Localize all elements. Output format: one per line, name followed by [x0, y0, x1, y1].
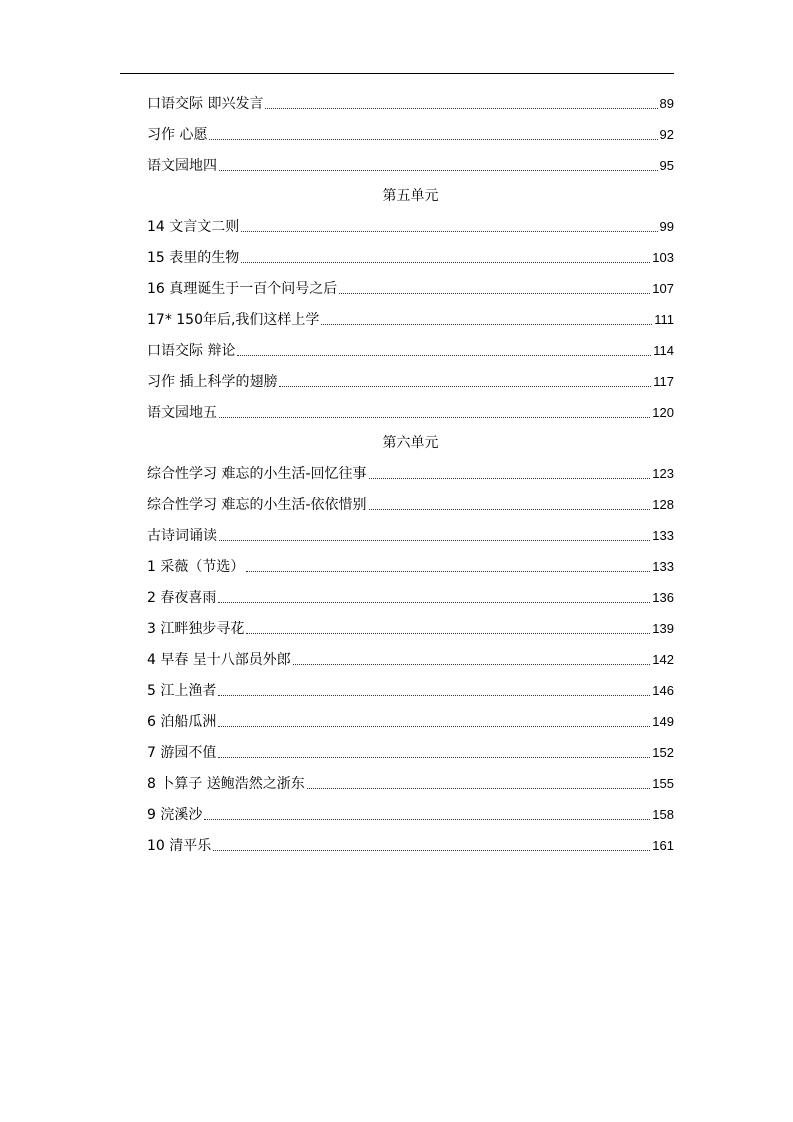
toc-entry-page: 133 [652, 559, 674, 574]
toc-entry[interactable] [147, 452, 674, 483]
toc-entry[interactable] [147, 91, 674, 113]
dot-leader [241, 231, 657, 232]
unit-heading [147, 422, 674, 452]
toc-entry-title: 口语交际 辩论 [147, 343, 236, 359]
toc-entry-title: 15 表里的生物 [147, 250, 240, 266]
toc-entry[interactable] [147, 607, 674, 638]
dot-leader [219, 417, 650, 418]
dot-leader [213, 850, 650, 851]
toc-entry[interactable] [147, 236, 674, 267]
toc-entry[interactable] [147, 762, 674, 793]
toc-entry-page: 103 [652, 250, 674, 265]
unit-heading-title: 第五单元 [382, 188, 439, 204]
toc-entry[interactable] [147, 360, 674, 391]
toc-entry-page: 158 [652, 807, 674, 822]
toc-entry-page: 95 [659, 158, 674, 173]
toc-entry-title: 2 春夜喜雨 [147, 590, 217, 606]
toc-entry-page: 120 [652, 405, 674, 420]
dot-leader [219, 170, 658, 171]
dot-leader [246, 633, 650, 634]
toc-entry[interactable] [147, 514, 674, 545]
toc-entry-title: 1 采薇（节选） [147, 559, 245, 575]
dot-leader [218, 602, 650, 603]
toc-entry-title: 综合性学习 难忘的小生活-回忆往事 [147, 466, 367, 482]
toc-entry-title: 14 文言文二则 [147, 219, 240, 235]
toc-entry-title: 6 泊船瓜洲 [147, 714, 217, 730]
toc-entry-title: 口语交际 即兴发言 [147, 96, 264, 112]
dot-leader [307, 788, 650, 789]
toc-entry-title: 综合性学习 难忘的小生活-依依惜别 [147, 497, 367, 513]
toc-entry-page: 139 [652, 621, 674, 636]
toc-entry-page: 133 [652, 528, 674, 543]
toc-entry-title: 8 卜算子 送鲍浩然之浙东 [147, 776, 305, 792]
toc-entry-title: 17* 150年后,我们这样上学 [147, 312, 320, 328]
toc-entry-page: 107 [652, 281, 674, 296]
dot-leader [279, 386, 651, 387]
dot-leader [218, 695, 650, 696]
toc-entry[interactable] [147, 731, 674, 762]
toc-entry-page: 99 [659, 219, 674, 234]
toc-entry-page: 89 [659, 96, 674, 111]
toc-entry-page: 152 [652, 745, 674, 760]
unit-heading-title: 第六单元 [382, 435, 439, 451]
toc-entry-page: 123 [652, 466, 674, 481]
toc-entry-title: 古诗词诵读 [147, 528, 217, 544]
dot-leader [209, 139, 657, 140]
dot-leader [218, 757, 650, 758]
toc-entry[interactable] [147, 824, 674, 855]
table-of-contents [147, 91, 674, 855]
toc-entry-title: 7 游园不值 [147, 745, 217, 761]
toc-entry[interactable] [147, 267, 674, 298]
dot-leader [293, 664, 650, 665]
toc-entry-title: 10 清平乐 [147, 838, 212, 854]
dot-leader [321, 324, 652, 325]
dot-leader [265, 108, 657, 109]
toc-entry-title: 习作 心愿 [147, 127, 208, 143]
toc-entry[interactable] [147, 113, 674, 144]
toc-entry[interactable] [147, 329, 674, 360]
toc-entry-title: 习作 插上科学的翅膀 [147, 374, 278, 390]
toc-entry-page: 128 [652, 497, 674, 512]
dot-leader [369, 478, 651, 479]
toc-entry[interactable] [147, 483, 674, 514]
dot-leader [219, 540, 650, 541]
toc-entry[interactable] [147, 298, 674, 329]
toc-entry-page: 92 [659, 127, 674, 142]
toc-entry-title: 4 早春 呈十八部员外郎 [147, 652, 291, 668]
toc-entry[interactable] [147, 144, 674, 175]
dot-leader [369, 509, 651, 510]
dot-leader [218, 726, 650, 727]
toc-entry-title: 9 浣溪沙 [147, 807, 203, 823]
toc-entry-page: 117 [653, 374, 674, 389]
header-rule [120, 73, 674, 74]
toc-entry-title: 5 江上渔者 [147, 683, 217, 699]
dot-leader [237, 355, 651, 356]
toc-entry[interactable] [147, 638, 674, 669]
dot-leader [246, 571, 650, 572]
toc-entry-page: 161 [652, 838, 674, 853]
dot-leader [204, 819, 650, 820]
toc-entry-page: 142 [652, 652, 674, 667]
toc-entry-page: 111 [654, 312, 674, 327]
toc-entry-page: 136 [652, 590, 674, 605]
toc-entry[interactable] [147, 545, 674, 576]
toc-entry[interactable] [147, 669, 674, 700]
toc-entry-title: 语文园地四 [147, 158, 217, 174]
toc-entry[interactable] [147, 391, 674, 422]
toc-entry[interactable] [147, 700, 674, 731]
toc-entry[interactable] [147, 793, 674, 824]
toc-entry-page: 114 [653, 343, 674, 358]
dot-leader [339, 293, 650, 294]
toc-entry-title: 16 真理诞生于一百个问号之后 [147, 281, 338, 297]
unit-heading [147, 175, 674, 205]
toc-entry-title: 语文园地五 [147, 405, 217, 421]
toc-entry[interactable] [147, 576, 674, 607]
toc-entry-page: 149 [652, 714, 674, 729]
toc-entry-title: 3 江畔独步寻花 [147, 621, 245, 637]
dot-leader [241, 262, 650, 263]
toc-entry[interactable] [147, 205, 674, 236]
toc-entry-page: 146 [652, 683, 674, 698]
toc-entry-page: 155 [652, 776, 674, 791]
